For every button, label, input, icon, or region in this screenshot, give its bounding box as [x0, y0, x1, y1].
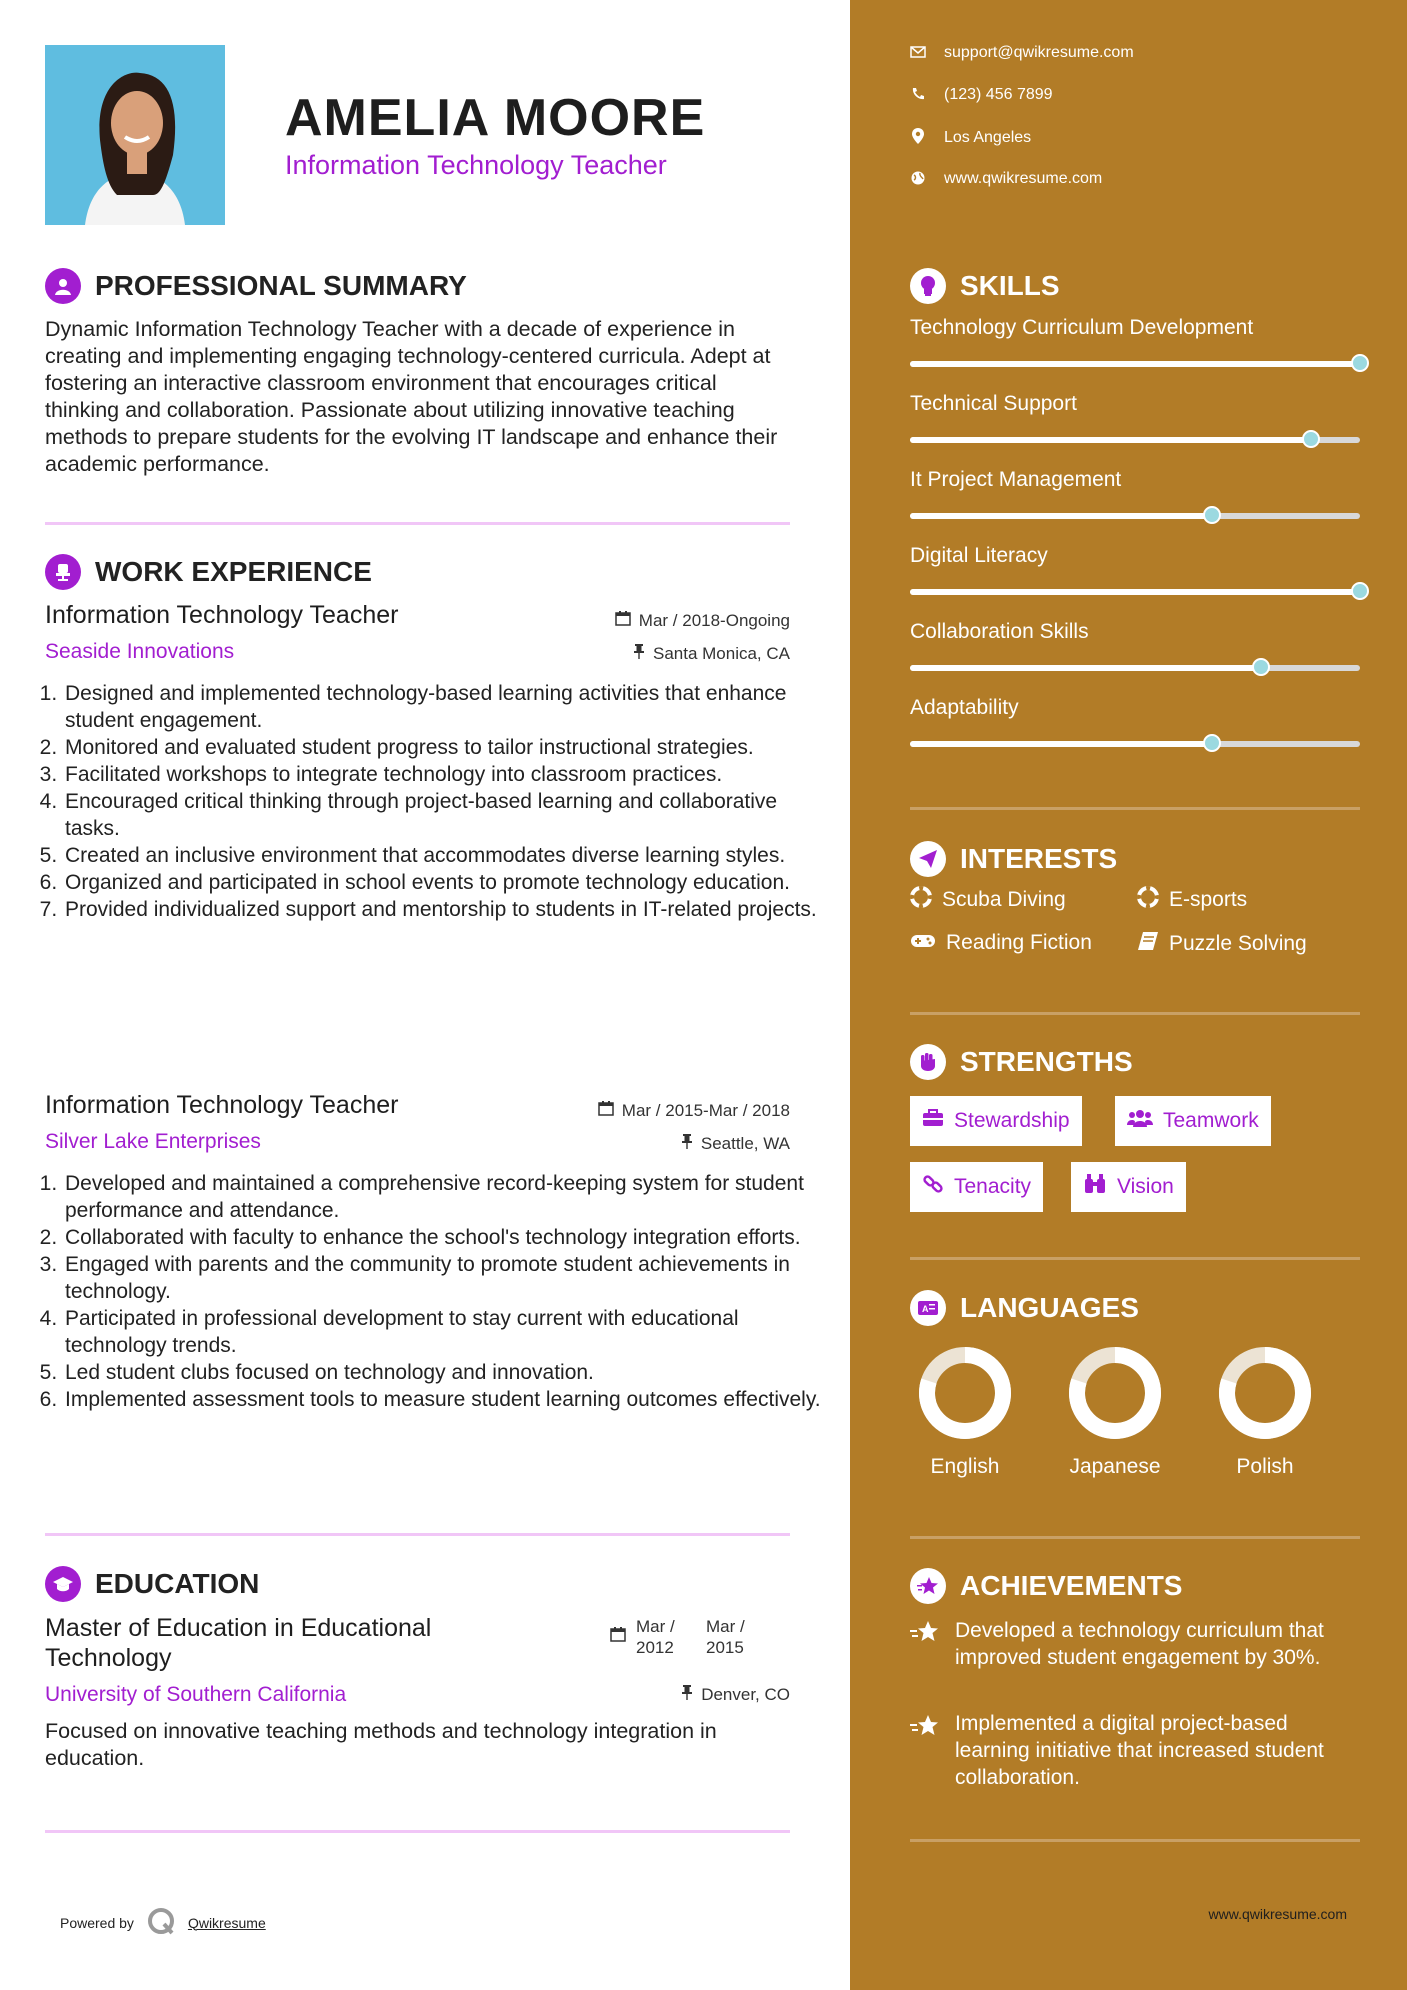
contact-location [910, 128, 1031, 147]
list-item: 5. Led student clubs focused on technology and innovation. [63, 1359, 823, 1386]
strength-label: Teamwork [1163, 1109, 1259, 1132]
star-burst-icon [910, 1568, 946, 1604]
sidebar [850, 0, 1407, 1990]
job-bullets [45, 680, 823, 923]
svg-text:A: A [922, 1304, 929, 1314]
education-dates [610, 1616, 766, 1658]
skills-heading-text: SKILLS [960, 270, 1060, 301]
divider [910, 807, 1360, 810]
phone-text: (123) 456 7899 [944, 86, 1053, 103]
list-item: 1. Designed and implemented technology-based learning activities that enhance student engagement. [63, 680, 823, 734]
summary-heading [45, 268, 467, 304]
degree-title: Master of Education in Educational Technology [45, 1614, 432, 1672]
strengths-heading [910, 1044, 1133, 1080]
job-location-text: Seattle, WA [700, 1133, 790, 1153]
education-location [681, 1684, 790, 1705]
briefcase-icon [922, 1109, 944, 1133]
education-end: Mar / 2015 [706, 1617, 745, 1657]
interests-heading-text: INTERESTS [960, 843, 1118, 874]
list-item: 7. Provided individualized support and mentorship to students in IT-related projects. [63, 896, 823, 923]
skill-label: Adaptability [910, 696, 1019, 719]
envelope-icon [910, 45, 926, 61]
interest-label: Puzzle Solving [1169, 932, 1307, 955]
calendar-icon [610, 1616, 626, 1658]
website-text: www.qwikresume.com [944, 170, 1103, 187]
calendar-icon [615, 610, 631, 631]
education-location-text: Denver, CO [701, 1684, 790, 1704]
skill-bar-knob [1302, 430, 1320, 448]
skill-bar-fill [910, 589, 1360, 595]
candidate-name: AMELIA MOORE [285, 89, 706, 147]
divider [910, 1536, 1360, 1539]
gamepad-icon [910, 931, 936, 955]
achievements-heading [910, 1568, 1182, 1604]
list-item: 5. Created an inclusive environment that accommodates diverse learning styles. [63, 842, 823, 869]
contact-email[interactable] [910, 44, 1134, 62]
languages-heading-text: LANGUAGES [960, 1292, 1139, 1323]
skill-bar-fill [910, 513, 1212, 519]
translate-icon [910, 1290, 946, 1326]
language-label: Japanese [1069, 1455, 1161, 1478]
location-text: Los Angeles [944, 128, 1032, 146]
graduation-cap-icon [45, 1566, 81, 1602]
skill-bar [910, 741, 1360, 747]
link-icon [922, 1173, 944, 1201]
candidate-title: Information Technology Teacher [285, 150, 667, 180]
strength-chip [910, 1096, 1082, 1146]
phone-icon [910, 87, 926, 104]
education-description: Focused on innovative teaching methods and technology integration in education. [45, 1719, 717, 1770]
skill-label: Technology Curriculum Development [910, 316, 1254, 339]
company-name: Seaside Innovations [45, 640, 235, 663]
job-title: Information Technology Teacher [45, 601, 399, 629]
chair-icon [45, 554, 81, 590]
interest-item [910, 931, 1092, 955]
strengths-heading-text: STRENGTHS [960, 1046, 1133, 1077]
contact-phone[interactable] [910, 86, 1053, 104]
qwikresume-logo-icon [146, 1906, 176, 1939]
lifebuoy-icon [910, 886, 932, 914]
skill-bar-knob [1203, 506, 1221, 524]
divider [45, 1533, 790, 1536]
lightbulb-icon [910, 268, 946, 304]
list-item: 1. Developed and maintained a comprehensive record-keeping system for student performance and attendance. [63, 1170, 823, 1224]
list-item: 4. Participated in professional development to stay current with educational technology trends. [63, 1305, 823, 1359]
users-icon [1127, 1108, 1153, 1134]
language-ring [1065, 1343, 1165, 1443]
education-start: Mar / 2012 [636, 1617, 675, 1657]
powered-by-text: Powered by [60, 1914, 134, 1931]
calendar-icon [598, 1100, 614, 1121]
paper-plane-icon [910, 841, 946, 877]
interest-item [910, 886, 1066, 914]
achievements-heading-text: ACHIEVEMENTS [960, 1570, 1183, 1601]
skill-bar [910, 589, 1360, 595]
list-item: 2. Collaborated with faculty to enhance the school's technology integration efforts. [63, 1224, 823, 1251]
strength-label: Tenacity [954, 1175, 1032, 1198]
school-name: University of Southern California [45, 1683, 347, 1706]
contact-website[interactable] [910, 170, 1102, 188]
list-item: 2. Monitored and evaluated student progress to tailor instructional strategies. [63, 734, 823, 761]
divider [45, 1830, 790, 1833]
pin-icon [681, 1133, 693, 1154]
list-item: 6. Organized and participated in school events to promote technology education. [63, 869, 823, 896]
strength-label: Vision [1117, 1175, 1174, 1198]
pin-icon [681, 1684, 693, 1705]
email-text: support@qwikresume.com [944, 44, 1134, 61]
achievement-item: Implemented a digital project-based learning initiative that increased student collaboration. [955, 1712, 1324, 1789]
interest-item [1137, 931, 1307, 957]
interests-heading [910, 841, 1117, 877]
star-icon [910, 1620, 940, 1644]
summary-text: Dynamic Information Technology Teacher with a decade of experience in creating and implementing engaging technology-centered curricula. Adept at fostering an interactive classroom environment that encourages critical thinking and collaboration. Passionate about utilizing innovative teaching methods to prepare students for the evolving IT landscape and enhance their academic performance. [45, 317, 778, 476]
divider [45, 522, 790, 525]
skill-label: Technical Support [910, 392, 1077, 415]
job-location [681, 1133, 790, 1154]
interest-label: Scuba Diving [942, 888, 1066, 911]
list-item: 3. Facilitated workshops to integrate technology into classroom practices. [63, 761, 823, 788]
achievement-item: Developed a technology curriculum that improved student engagement by 30%. [955, 1619, 1324, 1669]
job-bullets [45, 1170, 823, 1413]
list-item: 6. Implemented assessment tools to measure student learning outcomes effectively. [63, 1386, 823, 1413]
user-icon [45, 268, 81, 304]
job-location [633, 643, 790, 664]
language-label: Polish [1236, 1455, 1294, 1478]
footer-site[interactable]: www.qwikresume.com [1208, 1906, 1347, 1922]
star-icon [910, 1714, 940, 1738]
interest-item [1137, 886, 1247, 914]
skill-bar-knob [1351, 354, 1369, 372]
profile-photo [45, 45, 225, 225]
skill-bar [910, 437, 1360, 443]
work-heading-text: WORK EXPERIENCE [95, 556, 372, 587]
work-heading [45, 554, 372, 590]
divider [910, 1012, 1360, 1015]
skill-bar [910, 513, 1360, 519]
map-marker-icon [910, 128, 926, 147]
skill-label: Collaboration Skills [910, 620, 1089, 643]
divider [910, 1839, 1360, 1842]
company-name: Silver Lake Enterprises [45, 1130, 261, 1153]
skill-bar [910, 665, 1360, 671]
summary-heading-text: PROFESSIONAL SUMMARY [95, 270, 467, 301]
job-date [598, 1100, 790, 1121]
divider [910, 1257, 1360, 1260]
brand-link[interactable]: Qwikresume [187, 1914, 266, 1931]
skill-bar-knob [1203, 734, 1221, 752]
interest-label: Reading Fiction [946, 931, 1092, 954]
book-icon [1137, 931, 1159, 957]
job-location-text: Santa Monica, CA [652, 643, 790, 663]
skill-bar-fill [910, 437, 1311, 443]
job-date-text: Mar / 2018-Ongoing [638, 610, 790, 630]
language-ring [1215, 1343, 1315, 1443]
footer-powered [60, 1906, 266, 1939]
strength-label: Stewardship [954, 1109, 1070, 1132]
binoculars-icon [1083, 1173, 1107, 1201]
skills-heading [910, 268, 1060, 304]
language-ring [915, 1343, 1015, 1443]
skill-bar-fill [910, 665, 1261, 671]
skill-label: Digital Literacy [910, 544, 1048, 567]
skill-bar-fill [910, 741, 1212, 747]
skill-bar-knob [1351, 582, 1369, 600]
languages-heading [910, 1290, 1139, 1326]
strength-chip [1071, 1162, 1186, 1212]
language-label: English [930, 1455, 1000, 1478]
fist-icon [910, 1044, 946, 1080]
skill-bar-fill [910, 361, 1360, 367]
strength-chip [1115, 1096, 1271, 1146]
job-date-text: Mar / 2015-Mar / 2018 [621, 1100, 790, 1120]
job-title: Information Technology Teacher [45, 1091, 399, 1119]
list-item: 3. Engaged with parents and the community to promote student achievements in technology. [63, 1251, 823, 1305]
lifebuoy-icon [1137, 886, 1159, 914]
interest-label: E-sports [1169, 888, 1248, 911]
education-heading-text: EDUCATION [95, 1568, 260, 1599]
skill-label: It Project Management [910, 468, 1122, 491]
skill-bar-knob [1252, 658, 1270, 676]
job-date [615, 610, 790, 631]
pin-icon [633, 643, 645, 664]
education-heading [45, 1566, 259, 1602]
list-item: 4. Encouraged critical thinking through project-based learning and collaborative tasks. [63, 788, 823, 842]
strength-chip [910, 1162, 1043, 1212]
skill-bar [910, 361, 1360, 367]
globe-icon [910, 171, 926, 188]
